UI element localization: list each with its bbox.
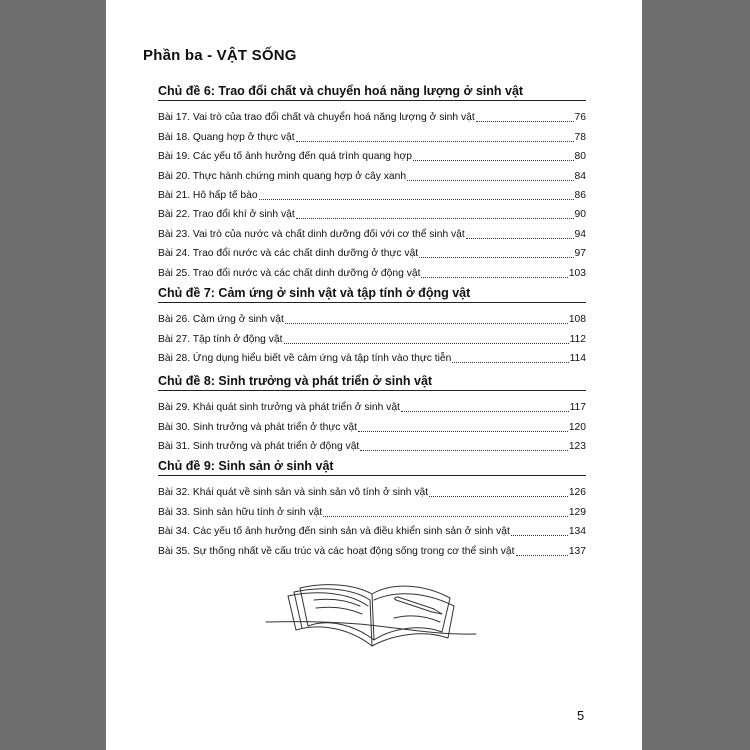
entry-title: Bài 33. Sinh sản hữu tính ở sinh vật	[158, 506, 323, 518]
entry-page: 126	[568, 487, 586, 499]
dot-leader	[259, 198, 574, 200]
entry-page: 103	[568, 267, 586, 279]
entry-title: Bài 23. Vai trò của nước và chất dinh dưỡng đối với cơ thể sinh vật	[158, 228, 465, 240]
entry-title: Bài 18. Quang hợp ở thực vật	[158, 131, 295, 143]
dot-leader	[284, 342, 569, 344]
dot-leader	[296, 140, 574, 142]
entry-page: 114	[569, 353, 586, 365]
toc-entry	[158, 202, 586, 221]
dot-leader	[407, 179, 573, 181]
entry-title: Bài 21. Hô hấp tế bào	[158, 189, 258, 201]
section-heading: Chủ đề 7: Cảm ứng ở sinh vật và tập tính ở động vật	[158, 286, 586, 303]
toc-section-chu-de-8	[158, 374, 586, 453]
entry-page: 134	[568, 526, 586, 538]
entry-page: 123	[568, 441, 586, 453]
toc-entry	[158, 260, 586, 279]
toc-entry	[158, 183, 586, 202]
entry-title: Bài 20. Thực hành chứng minh quang hợp ở cây xanh	[158, 170, 407, 182]
dot-leader	[413, 159, 574, 161]
entry-title: Bài 34. Các yếu tố ảnh hưởng đến sinh sản và điều khiển sinh sản ở sinh vật	[158, 526, 510, 538]
dot-leader	[401, 410, 569, 412]
toc-section-chu-de-7	[158, 286, 586, 365]
entry-page: 117	[569, 402, 586, 414]
toc-entry	[158, 480, 586, 499]
entry-page: 76	[574, 112, 586, 124]
entry-title: Bài 31. Sinh trưởng và phát triển ở động vật	[158, 441, 360, 453]
toc-entry	[158, 346, 586, 365]
dot-leader	[476, 120, 574, 122]
part-title: Phần ba - VẬT SỐNG	[143, 47, 297, 64]
entry-title: Bài 30. Sinh trưởng và phát triển ở thực vật	[158, 421, 358, 433]
entry-title: Bài 35. Sự thống nhất về cấu trúc và các hoạt động sống trong cơ thể sinh vật	[158, 545, 515, 557]
entry-title: Bài 26. Cảm ứng ở sinh vật	[158, 314, 284, 326]
entry-page: 94	[574, 228, 586, 240]
dot-leader	[429, 495, 568, 497]
page-number: 5	[577, 708, 585, 723]
entry-title: Bài 25. Trao đổi nước và các chất dinh dưỡng ở động vật	[158, 267, 421, 279]
entry-title: Bài 27. Tập tính ở động vật	[158, 333, 283, 345]
section-heading: Chủ đề 6: Trao đổi chất và chuyển hoá năng lượng ở sinh vật	[158, 84, 586, 101]
toc-entry	[158, 395, 586, 414]
open-book-with-pen-icon	[264, 578, 479, 654]
toc-entry	[158, 144, 586, 163]
entry-title: Bài 17. Vai trò của trao đổi chất và chuyển hoá năng lượng ở sinh vật	[158, 112, 475, 124]
entry-page: 90	[574, 209, 586, 221]
toc-entry	[158, 499, 586, 518]
entry-page: 129	[568, 506, 586, 518]
toc-entry	[158, 307, 586, 326]
entry-title: Bài 29. Khái quát sinh trưởng và phát triển ở sinh vật	[158, 402, 400, 414]
toc-entry	[158, 414, 586, 433]
section-heading: Chủ đề 9: Sinh sản ở sinh vật	[158, 459, 586, 476]
entry-page: 108	[568, 314, 586, 326]
toc-entry	[158, 519, 586, 538]
dot-leader	[466, 237, 574, 239]
entry-title: Bài 22. Trao đổi khí ở sinh vật	[158, 209, 295, 221]
entry-page: 86	[574, 189, 586, 201]
dot-leader	[285, 322, 568, 324]
entry-page: 78	[574, 131, 586, 143]
toc-entry	[158, 105, 586, 124]
toc-entry	[158, 538, 586, 557]
dot-leader	[360, 449, 568, 451]
entry-page: 112	[569, 333, 586, 345]
book-page	[106, 0, 642, 750]
toc-section-chu-de-9	[158, 459, 586, 558]
dot-leader	[421, 276, 567, 278]
entry-title: Bài 24. Trao đổi nước và các chất dinh dưỡng ở thực vật	[158, 248, 419, 260]
entry-title: Bài 32. Khái quát về sinh sản và sinh sản vô tính ở sinh vật	[158, 487, 429, 499]
toc-entry	[158, 326, 586, 345]
dot-leader	[419, 256, 573, 258]
dot-leader	[511, 534, 568, 536]
entry-page: 137	[568, 545, 586, 557]
dot-leader	[323, 515, 568, 517]
toc-entry	[158, 163, 586, 182]
toc-entry	[158, 434, 586, 453]
toc-entry	[158, 221, 586, 240]
dot-leader	[358, 430, 568, 432]
toc-entry	[158, 241, 586, 260]
entry-page: 80	[574, 151, 586, 163]
entry-title: Bài 28. Ứng dụng hiểu biết về cảm ứng và tập tính vào thực tiễn	[158, 353, 452, 365]
dot-leader	[516, 554, 568, 556]
toc-entry	[158, 124, 586, 143]
entry-page: 84	[574, 170, 586, 182]
dot-leader	[296, 217, 574, 219]
entry-title: Bài 19. Các yếu tố ảnh hưởng đến quá trình quang hợp	[158, 151, 412, 163]
section-heading: Chủ đề 8: Sinh trưởng và phát triển ở sinh vật	[158, 374, 586, 391]
toc-section-chu-de-6	[158, 84, 586, 280]
entry-page: 97	[574, 248, 586, 260]
dot-leader	[452, 361, 568, 363]
entry-page: 120	[568, 421, 586, 433]
